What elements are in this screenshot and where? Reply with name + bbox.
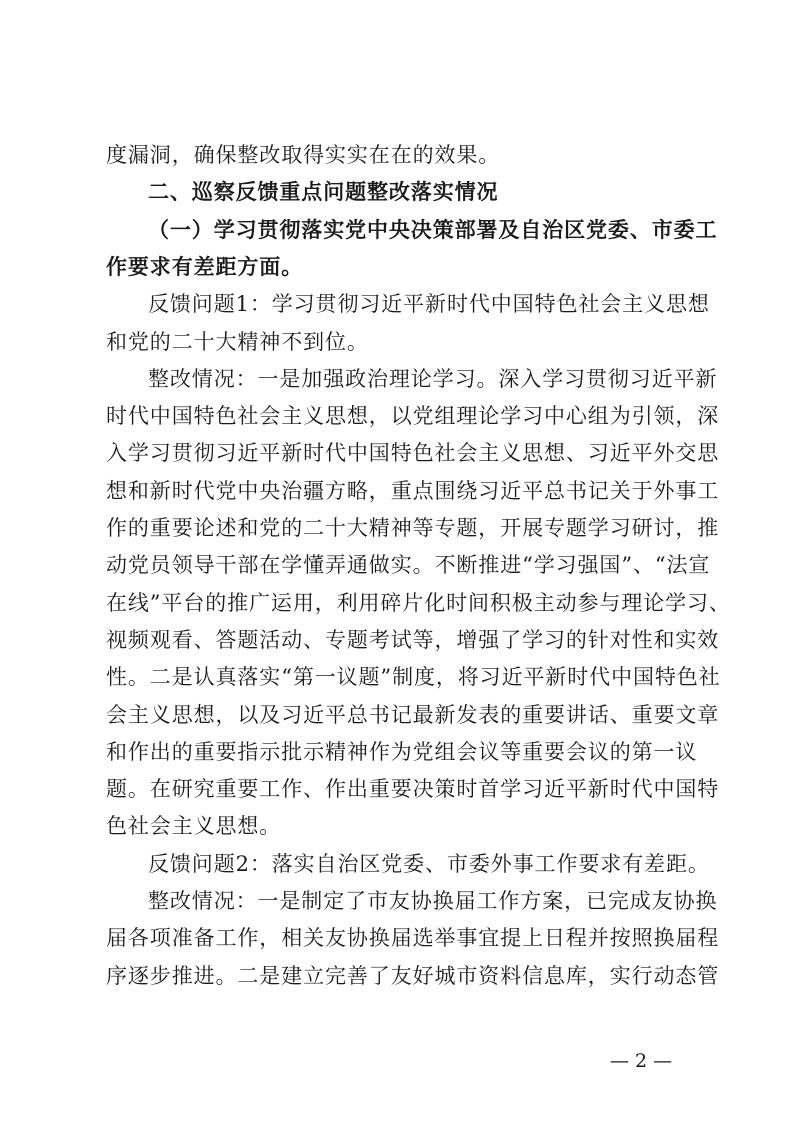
- text-line: 和党的二十大精神不到位。: [106, 329, 369, 354]
- text-line: 度漏洞，确保整改取得实实在在的效果。: [106, 143, 501, 167]
- text-line: 动党员领导干部在学懂弄通做实。不断推进“学习强国”、“法宣: [106, 553, 711, 578]
- text-line: 二、巡察反馈重点问题整改落实情况: [148, 179, 499, 205]
- text-line: 色社会主义思想。: [106, 814, 282, 839]
- text-line: （一）学习贯彻落实党中央决策部署及自治区党委、市委工: [148, 216, 718, 242]
- text-line: 在线”平台的推广运用，利用碎片化时间积极主动参与理论学习、: [106, 590, 731, 615]
- text-line: 作的重要论述和党的二十大精神等专题，开展专题学习研讨，推: [106, 516, 720, 540]
- text-line: 整改情况：一是加强政治理论学习。深入学习贯彻习近平新: [148, 366, 718, 391]
- text-line: 会主义思想，以及习近平总书记最新发表的重要讲话、重要文章: [106, 702, 720, 727]
- text-line: 作要求有差距方面。: [106, 253, 304, 279]
- text-line: 时代中国特色社会主义思想，以党组理论学习中心组为引领，深: [106, 404, 720, 429]
- text-line: 入学习贯彻习近平新时代中国特色社会主义思想、习近平外交思: [106, 441, 720, 466]
- text-line: 整改情况：一是制定了市友协换届工作方案，已完成友协换: [148, 889, 718, 913]
- page-number: — 2 —: [610, 1050, 673, 1072]
- text-line: 视频观看、答题活动、专题考试等，增强了学习的针对性和实效: [106, 627, 720, 652]
- text-line: 反馈问题2：落实自治区党委、市委外事工作要求有差距。: [148, 851, 710, 876]
- text-line: 序逐步推进。二是建立完善了友好城市资料信息库，实行动态管: [106, 963, 720, 988]
- text-line: 届各项准备工作，相关友协换届选举事宜提上日程并按照换届程: [106, 926, 720, 951]
- text-line: 和作出的重要指示批示精神作为党组会议等重要会议的第一议: [106, 739, 698, 764]
- text-line: 反馈问题1：学习贯彻习近平新时代中国特色社会主义思想: [148, 292, 710, 317]
- text-line: 想和新时代党中央治疆方略，重点围绕习近平总书记关于外事工: [106, 478, 720, 503]
- text-line: 性。二是认真落实“第一议题”制度，将习近平新时代中国特色社: [106, 665, 721, 690]
- text-line: 题。在研究重要工作、作出重要决策时首学习近平新时代中国特: [106, 777, 720, 802]
